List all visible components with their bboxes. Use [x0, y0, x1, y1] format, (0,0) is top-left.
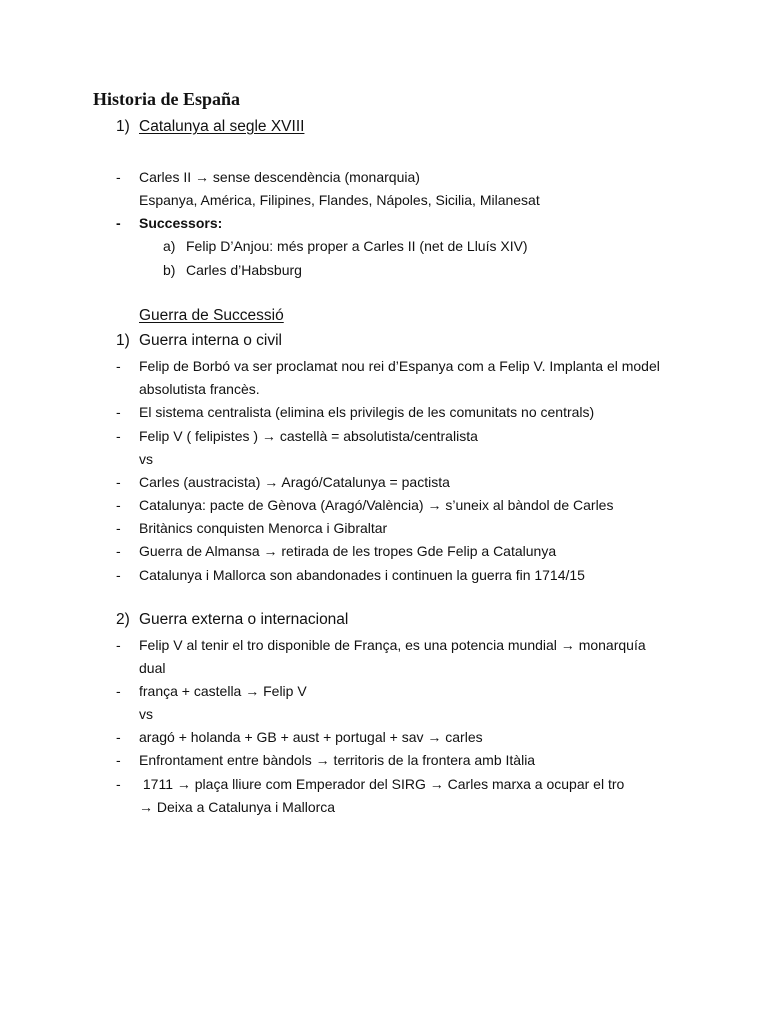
- list-item: Britànics conquisten Menorca i Gibraltar: [139, 520, 388, 536]
- list-item-continuation: → Deixa a Catalunya i Mallorca: [139, 799, 336, 815]
- bullet-dash: -: [116, 567, 121, 583]
- list-item-continuation: vs: [139, 706, 153, 722]
- section-heading: Catalunya al segle XVIII: [139, 118, 305, 135]
- section-heading: Guerra externa o internacional: [139, 611, 349, 628]
- list-item: Guerra de Almansa → retirada de les tropes Gde Felip a Catalunya: [139, 543, 557, 559]
- bullet-dash: -: [116, 169, 121, 185]
- list-item-continuation: vs: [139, 451, 153, 467]
- list-item: Carles (austracista) → Aragó/Catalunya = pactista: [139, 474, 450, 490]
- list-item: aragó + holanda + GB + aust + portugal + sav → carles: [139, 729, 483, 745]
- sublist-item: Carles d’Habsburg: [186, 262, 302, 278]
- bullet-dash: -: [116, 358, 121, 374]
- bullet-dash: -: [116, 404, 121, 420]
- subheading: Guerra de Successió: [139, 307, 284, 324]
- list-item: Successors:: [139, 215, 223, 231]
- list-item: 1711 → plaça lliure com Emperador del SIRG → Carles marxa a ocupar el tro: [139, 776, 625, 792]
- list-item: El sistema centralista (elimina els privilegis de les comunitats no centrals): [139, 404, 595, 420]
- bullet-dash: -: [116, 428, 121, 444]
- list-item-continuation: dual: [139, 660, 166, 676]
- bullet-dash: -: [116, 474, 121, 490]
- sublist-label: b): [163, 262, 176, 278]
- sublist-item: Felip D’Anjou: més proper a Carles II (net de Lluís XIV): [186, 238, 528, 254]
- section-number: 2): [116, 611, 130, 628]
- list-item-continuation: absolutista francès.: [139, 381, 260, 397]
- list-item: Enfrontament entre bàndols → territoris de la frontera amb Itàlia: [139, 752, 536, 768]
- bullet-dash: -: [116, 752, 121, 768]
- list-item: Carles II → sense descendència (monarquia): [139, 169, 420, 185]
- section-number: 1): [116, 118, 130, 135]
- list-item: Catalunya: pacte de Gènova (Aragó/València) → s’uneix al bàndol de Carles: [139, 497, 614, 513]
- bullet-dash: -: [116, 215, 121, 231]
- list-item: Felip de Borbó va ser proclamat nou rei d’Espanya com a Felip V. Implanta el model: [139, 358, 660, 374]
- bullet-dash: -: [116, 637, 121, 653]
- list-item-continuation: Espanya, América, Filipines, Flandes, Nápoles, Sicilia, Milanesat: [139, 192, 540, 208]
- section-number: 1): [116, 332, 130, 349]
- bullet-dash: -: [116, 776, 121, 792]
- bullet-dash: -: [116, 683, 121, 699]
- section-heading: Guerra interna o civil: [139, 332, 283, 349]
- list-item: frança + castella → Felip V: [139, 683, 307, 699]
- list-item: Felip V ( felipistes ) → castellà = absolutista/centralista: [139, 428, 478, 444]
- list-item: Felip V al tenir el tro disponible de França, es una potencia mundial → monarquía: [139, 637, 646, 653]
- bullet-dash: -: [116, 497, 121, 513]
- bullet-dash: -: [116, 543, 121, 559]
- document-title: Historia de España: [93, 89, 241, 109]
- bullet-dash: -: [116, 520, 121, 536]
- sublist-label: a): [163, 238, 176, 254]
- bullet-dash: -: [116, 729, 121, 745]
- list-item: Catalunya i Mallorca son abandonades i continuen la guerra fin 1714/15: [139, 567, 585, 583]
